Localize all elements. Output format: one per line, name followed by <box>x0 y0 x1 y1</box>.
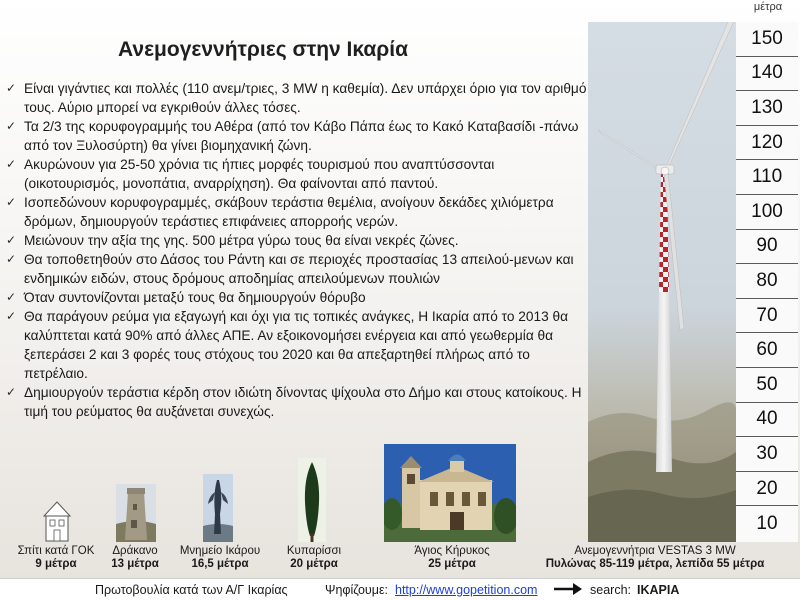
church-height: 25 μέτρα <box>428 558 476 570</box>
ruler-mark: 70 <box>736 299 798 334</box>
search-term: ΙΚΑΡΙΑ <box>637 583 680 597</box>
drakano-tower-image <box>116 484 156 542</box>
ruler-mark: 90 <box>736 230 798 265</box>
cypress-name: Κυπαρίσσι <box>286 545 342 557</box>
wind-turbine-illustration <box>588 22 736 542</box>
footer-bar <box>0 578 800 600</box>
bullet-item: ✓ Είναι γιγάντιες και πολλές (110 ανεμ/τριες, 3 MW η καθεμία). Δεν υπάρχει όριο για τον αριθμό τους. Αύριο μπορεί να εγκριθούν άλλες τόσες. <box>6 81 587 115</box>
turbine-label <box>520 545 790 571</box>
ikaros-monument-image <box>203 474 233 542</box>
checkmark-icon: ✓ <box>6 195 17 209</box>
ikaros-label <box>168 545 272 571</box>
church-name: Άγιος Κήρυκος <box>414 545 490 557</box>
bullet-item: ✓ Όταν συντονίζονται μεταξύ τους θα δημιουργούν θόρυβο <box>6 290 366 305</box>
search-label: search: <box>590 583 631 597</box>
cypress-tree-image <box>298 458 326 542</box>
bullet-list <box>6 79 588 421</box>
bullet-item: ✓ Ακυρώνουν για 25-50 χρόνια τις ήπιες μορφές τουρισμού που αναπτύσσονται (οικοτουρισμός, μονοπάτια, αναρρίχηση). Θα φαίνονται από παντού. <box>6 157 495 191</box>
ruler-mark: 110 <box>736 160 798 195</box>
ruler-mark: 150 <box>736 22 798 57</box>
bullet-item: ✓ Δημιουργούν τεράστια κέρδη στον ιδιώτη δίνοντας ψίχουλα στο Δήμο και στους κατοίκους. Η τιμή του ρεύματος θα αυξάνεται συνεχώς. <box>6 385 582 419</box>
ruler-unit-label: μέτρα <box>753 1 783 13</box>
bullet-item: ✓ Μειώνουν την αξία της γης. 500 μέτρα γύρω τους θα είναι νεκρές ζώνες. <box>6 233 459 248</box>
wind-turbine-photo <box>588 22 736 542</box>
ikaros-height: 16,5 μέτρα <box>191 558 249 570</box>
ruler-mark: 60 <box>736 333 798 368</box>
checkmark-icon: ✓ <box>6 81 17 95</box>
turbine-height: Πυλώνας 85-119 μέτρα, λεπίδα 55 μέτρα <box>545 558 765 570</box>
checkmark-icon: ✓ <box>6 309 17 323</box>
ruler-mark: 120 <box>736 126 798 161</box>
ruler-mark: 130 <box>736 91 798 126</box>
checkmark-icon: ✓ <box>6 157 17 171</box>
ruler-mark: 50 <box>736 368 798 403</box>
ruler-mark: 30 <box>736 437 798 472</box>
cypress-label <box>272 545 356 571</box>
checkmark-icon: ✓ <box>6 385 17 399</box>
house-height: 9 μέτρα <box>35 558 77 570</box>
cypress-height: 20 μέτρα <box>290 558 338 570</box>
ruler-mark: 10 <box>756 512 778 534</box>
checkmark-icon: ✓ <box>6 290 17 304</box>
checkmark-icon: ✓ <box>6 119 17 133</box>
drakano-label <box>104 545 166 571</box>
church-label <box>396 545 508 571</box>
drakano-height: 13 μέτρα <box>111 558 159 570</box>
arrow-right-icon <box>553 582 583 599</box>
vote-label: Ψηφίζουμε: <box>325 583 388 597</box>
house-name: Σπίτι κατά ΓΟΚ <box>17 545 95 557</box>
house-image <box>42 500 72 542</box>
ruler-mark: 100 <box>736 195 798 230</box>
checkmark-icon: ✓ <box>6 233 17 247</box>
turbine-name: Ανεμογεννήτρια VESTAS 3 MW <box>574 545 736 557</box>
bullet-item: ✓ Τα 2/3 της κορυφογραμμής του Αθέρα (από τον Κάβο Πάπα έως το Κακό Καταβασίδι -πάνω από τον Ξυλοσύρτη) θα γίνει βιομηχανική ζώνη. <box>6 119 579 153</box>
bullet-item: ✓ Θα τοποθετηθούν στο Δάσος του Ράντη και σε περιοχές προστασίας 13 απειλού-μενων και ενδημικών ειδών, στους δρόμους αποδημίας απειλούμενων πουλιών <box>6 252 574 286</box>
ruler-mark: 140 <box>736 57 798 92</box>
petition-link[interactable]: http://www.gopetition.com <box>395 583 538 597</box>
ruler-mark: 80 <box>736 264 798 299</box>
drakano-name: Δράκανο <box>112 545 158 557</box>
ruler-mark: 40 <box>736 403 798 438</box>
ikaros-name: Μνημείο Ικάρου <box>179 545 261 557</box>
slide-title: Ανεμογεννήτριες στην Ικαρία <box>118 38 409 61</box>
bullet-item: ✓ Ισοπεδώνουν κορυφογραμμές, σκάβουν τεράστια θεμέλια, ανοίγουν δεκάδες χιλιόμετρα δρόμων, δημιουργούν τεράστιες επιφάνειες απορροής νερών. <box>6 195 554 229</box>
house-label <box>4 545 108 571</box>
bullet-item: ✓ Θα παράγουν ρεύμα για εξαγωγή και όχι για τις τοπικές ανάγκες, Η Ικαρία από το 2013 θα καλύπτεται κατά 90% από άλλες ΑΠΕ. Αν εξοικονομήσει ενέργεια και από γεωθερμία θα ξεπεράσει 2 και 3 φορές τους στόχους του 2020 και θα απεξαρτηθεί πλήρως από το πετρέλαιο. <box>6 309 569 381</box>
checkmark-icon: ✓ <box>6 252 17 266</box>
height-ruler <box>736 22 798 542</box>
ruler-mark: 20 <box>736 472 798 507</box>
church-photo <box>384 444 516 542</box>
initiative-text: Πρωτοβουλία κατά των Α/Γ Ικαρίας <box>95 583 288 597</box>
